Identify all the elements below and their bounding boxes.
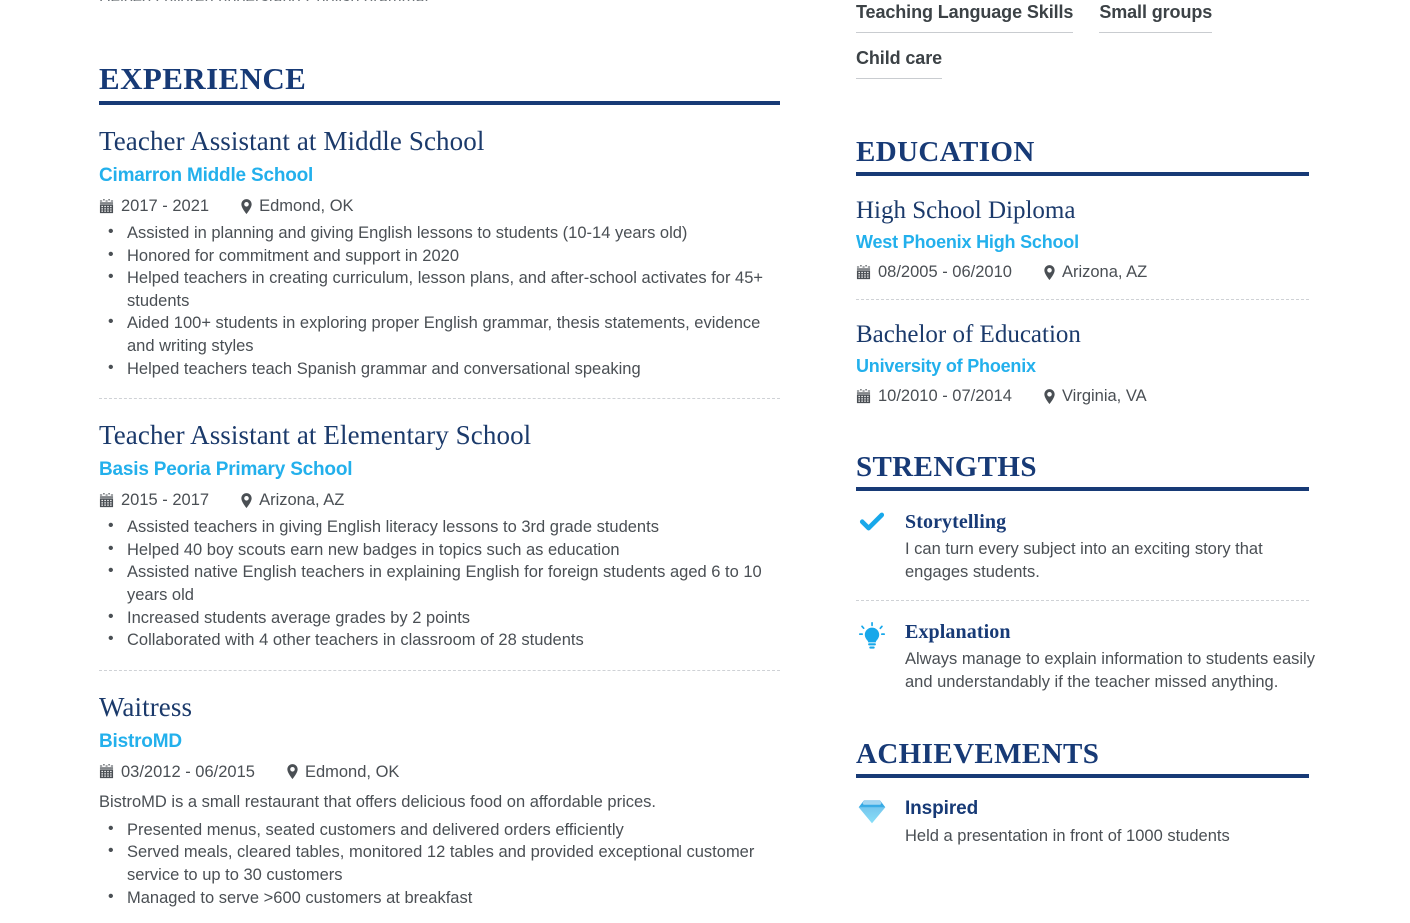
job-date-text: 2017 - 2021 — [121, 197, 210, 215]
bullet-item: • Helped 40 boy scouts earn new badges in topics such as education — [99, 539, 788, 562]
job-description: BistroMD is a small restaurant that offers delicious food on affordable prices. — [99, 792, 656, 811]
education-date-text: 10/2010 - 07/2014 — [878, 387, 1012, 405]
skills-tag-list — [856, 0, 1315, 79]
bullet-item: • Presented menus, seated customers and delivered orders efficiently — [99, 819, 788, 842]
education-meta — [856, 385, 1315, 407]
spacer — [856, 92, 1315, 136]
spacer — [856, 407, 1315, 451]
job-date — [99, 195, 209, 217]
bullet-item: • Honored for commitment and support in 2020 — [99, 245, 788, 268]
map-pin-icon — [241, 493, 252, 508]
map-pin-icon — [287, 764, 298, 779]
job-bullets — [99, 819, 788, 909]
degree-title: High School Diploma — [856, 197, 1076, 224]
bullet-item: • Assisted in planning and giving English lessons to students (10-14 years old) — [99, 222, 788, 245]
job-location-text: Edmond, OK — [304, 762, 400, 781]
achievement-name: Inspired — [905, 798, 979, 819]
skill-tag: Small groups — [1099, 0, 1212, 33]
calendar-icon — [856, 389, 871, 404]
strength-body — [905, 619, 1315, 694]
strength-entry — [856, 491, 1315, 584]
lightbulb-icon — [856, 619, 888, 649]
map-pin-icon — [1044, 265, 1055, 280]
company-name: Cimarron Middle School — [99, 165, 314, 186]
section-heading-education: EDUCATION — [856, 136, 1309, 176]
bullet-item: • Increased students average grades by 2 points — [99, 607, 788, 630]
bullet-item: • Assisted teachers in giving English literacy lessons to 3rd grade students — [99, 516, 788, 539]
job-meta — [99, 761, 788, 783]
education-location — [1044, 385, 1147, 407]
job-date-text: 2015 - 2017 — [121, 491, 210, 510]
achievement-body — [905, 796, 1315, 848]
education-location-text: Virginia, VA — [1061, 387, 1147, 405]
institution-name: West Phoenix High School — [856, 232, 1079, 252]
job-location-text: Edmond, OK — [259, 197, 354, 215]
education-meta — [856, 261, 1315, 283]
job-date — [99, 489, 209, 511]
job-meta — [99, 195, 788, 217]
job-title: Teacher Assistant at Middle School — [99, 126, 485, 156]
job-meta — [99, 489, 788, 511]
strength-entry — [856, 601, 1315, 694]
company-name: Basis Peoria Primary School — [99, 459, 353, 481]
spacer — [856, 694, 1315, 738]
education-location — [1044, 261, 1147, 283]
experience-entry — [99, 671, 788, 909]
job-location — [287, 761, 399, 783]
company-name: BistroMD — [99, 730, 182, 752]
education-date-text: 08/2005 - 06/2010 — [878, 263, 1012, 281]
bullet-item: • Assisted native English teachers in explaining English for foreign students aged 6 to 10 years old — [99, 561, 788, 606]
section-heading-strengths: STRENGTHS — [856, 451, 1309, 491]
achievement-entry — [856, 778, 1315, 848]
job-location — [241, 489, 344, 511]
education-location-text: Arizona, AZ — [1061, 263, 1148, 281]
calendar-icon — [856, 265, 871, 280]
check-icon — [856, 509, 888, 534]
job-date-text: 03/2012 - 06/2015 — [121, 762, 255, 781]
bullet-item: • Managed to serve >600 customers at breakfast — [99, 887, 788, 910]
skill-tag: Teaching Language Skills — [856, 0, 1073, 33]
bullet-item: • Served meals, cleared tables, monitored 12 tables and provided exceptional customer service to up to 30 customers — [99, 841, 788, 886]
institution-name: University of Phoenix — [856, 356, 1036, 376]
bullet-item: • Helped teachers in creating curriculum, lesson plans, and after-school activates for 45+ students — [99, 267, 788, 312]
right-column — [856, 0, 1410, 848]
calendar-icon — [99, 764, 114, 779]
calendar-icon — [99, 493, 114, 508]
strength-text: Always manage to explain information to students easily and understandably if the teacher missed anything. — [905, 650, 1315, 691]
achievement-text: Held a presentation in front of 1000 students — [905, 827, 1230, 845]
job-title: Teacher Assistant at Elementary School — [99, 420, 532, 451]
section-heading-experience: EXPERIENCE — [99, 62, 780, 105]
bullet-item: • Aided 100+ students in exploring proper English grammar, thesis statements, evidence and writing styles — [99, 312, 788, 357]
education-entry — [856, 176, 1315, 283]
map-pin-icon — [1044, 389, 1055, 404]
job-bullets — [99, 516, 788, 652]
bullet-item: • Collaborated with 4 other teachers in classroom of 28 students — [99, 629, 788, 652]
degree-title: Bachelor of Education — [856, 321, 1081, 348]
job-bullets — [99, 222, 788, 380]
clipped-top-text — [99, 0, 780, 1]
strength-name: Explanation — [905, 621, 1011, 643]
strength-text: I can turn every subject into an exciting story that engages students. — [905, 540, 1263, 581]
job-location-text: Arizona, AZ — [259, 491, 345, 510]
skill-tag: Child care — [856, 46, 942, 79]
job-title: Waitress — [99, 691, 193, 722]
education-entry — [856, 300, 1315, 407]
strength-body — [905, 509, 1315, 584]
diamond-icon — [856, 796, 888, 824]
map-pin-icon — [241, 199, 252, 214]
education-date — [856, 261, 1012, 283]
skills-row — [856, 0, 1315, 33]
calendar-icon — [99, 199, 114, 214]
job-date — [99, 761, 255, 783]
experience-entry — [99, 399, 788, 652]
job-location — [241, 195, 353, 217]
strength-name: Storytelling — [905, 511, 1007, 533]
section-heading-achievements: ACHIEVEMENTS — [856, 738, 1309, 778]
skills-row — [856, 46, 1315, 79]
bullet-item: • Helped teachers teach Spanish grammar and conversational speaking — [99, 358, 788, 381]
education-date — [856, 385, 1012, 407]
experience-entry — [99, 105, 788, 380]
